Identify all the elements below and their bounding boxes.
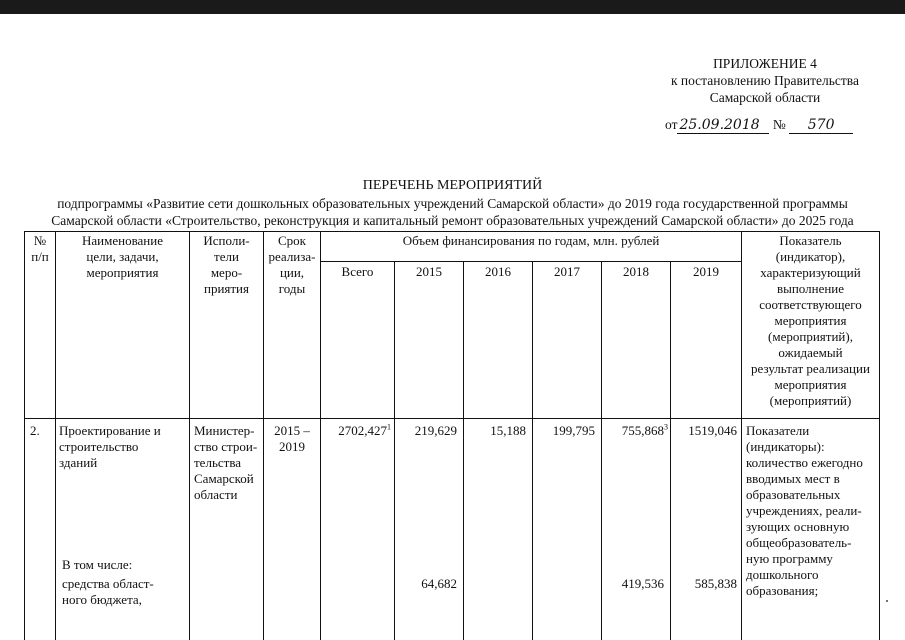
header-indicator: Показатель (индикатор), характеризующий выполнение соответствующего мероприятия (мероприятий), ожидаемый результат реализации мероприятия (мероприятий) — [751, 233, 870, 408]
appendix-title: ПРИЛОЖЕНИЕ 4 — [713, 56, 817, 71]
row-2015: 219,629 — [414, 423, 457, 438]
document-subtitle: Самарской области «Строительство, реконструкция и капитальный ремонт образовательных учреждений Самарской области» до 2025 года — [51, 213, 854, 228]
document-title: ПЕРЕЧЕНЬ МЕРОПРИЯТИЙ — [362, 178, 543, 193]
decree-date-number — [665, 117, 853, 134]
row-name: Проектирование и строительство зданий — [59, 423, 161, 470]
subrow-label: В том числе: — [62, 557, 133, 572]
subrow-2019: 585,838 — [694, 576, 737, 591]
appendix-block — [671, 55, 859, 106]
header-num: № п/п — [31, 233, 49, 264]
row-total: 2702,427$^1$ — [338, 422, 391, 438]
header-name: Наименование цели, задачи, мероприятия — [82, 233, 163, 280]
table-border-top — [24, 231, 880, 232]
header-2015: 2015 — [416, 264, 442, 279]
subrow-2015: 64,682 — [421, 576, 457, 591]
number-label: № — [772, 117, 786, 132]
row-2017: 199,795 — [552, 423, 595, 438]
funding-subheader-line — [320, 261, 741, 262]
document-subtitle: подпрограммы «Развитие сети дошкольных образовательных учреждений Самарской области» до 2019 года государственной программы — [57, 196, 848, 211]
row-2016: 15,188 — [490, 423, 526, 438]
row-2018: 755,868$^3$ — [621, 422, 668, 438]
scan-speck — [886, 600, 888, 602]
appendix-line: к постановлению Правительства — [670, 73, 859, 88]
header-funding: Объем финансирования по годам, млн. рублей — [402, 233, 660, 248]
header-2018: 2018 — [623, 264, 649, 279]
handwritten-date: 25.09.2018 — [677, 117, 769, 134]
header-2017: 2017 — [554, 264, 580, 279]
row-executor: Министер- ство строи- тельства Самарской области — [194, 423, 258, 502]
col-border — [24, 231, 25, 640]
col-border — [463, 261, 464, 640]
header-bottom-line — [24, 418, 880, 419]
header-term: Срок реализа- ции, годы — [268, 233, 316, 296]
header-2016: 2016 — [485, 264, 511, 279]
date-prefix: от — [665, 117, 678, 132]
col-border — [532, 261, 533, 640]
header-executors: Исполи- тели меро- приятия — [203, 233, 250, 296]
row-term: 2015 – 2019 — [274, 423, 310, 454]
header-total: Всего — [341, 264, 374, 279]
col-border — [879, 231, 880, 640]
row-number: 2. — [30, 423, 40, 438]
subrow-2018: 419,536 — [621, 576, 664, 591]
row-indicator: Показатели (индикаторы): количество ежегодно вводимых мест в образовательных учреждениях, реали- зующих основную общеобразователь- ную программу дошкольного образования; — [746, 423, 863, 598]
row-2019: 1519,046 — [688, 423, 737, 438]
scan-border — [0, 0, 905, 14]
header-2019: 2019 — [693, 264, 719, 279]
appendix-line: Самарской области — [709, 90, 821, 105]
handwritten-number: 570 — [789, 117, 853, 134]
subrow-name: средства област- ного бюджета, — [62, 576, 154, 607]
col-border — [55, 231, 56, 640]
